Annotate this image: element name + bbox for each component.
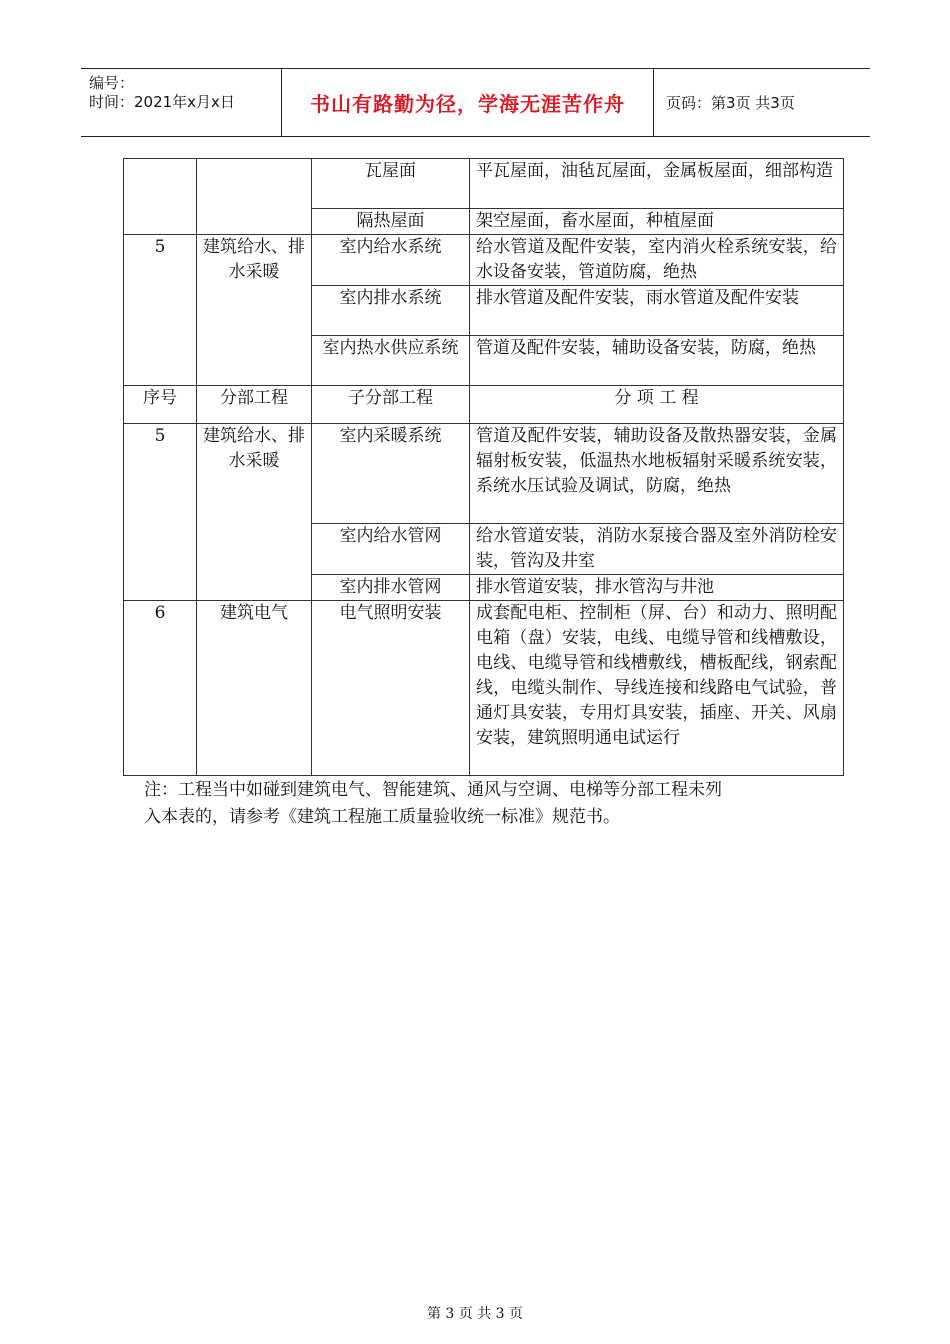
item-cell: 给水管道安装，消防水泵接合器及室外消防栓安装，管沟及井室 bbox=[470, 524, 844, 575]
item-cell: 排水管道安装，排水管沟与井池 bbox=[470, 575, 844, 601]
table-note bbox=[144, 777, 824, 831]
note-line: 注：工程当中如碰到建筑电气、智能建筑、通风与空调、电梯等分部工程未列 bbox=[144, 780, 722, 800]
item-cell: 成套配电柜、控制柜（屏、台）和动力、照明配电箱（盘）安装，电线、电缆导管和线槽敷设，电线、电缆导管和线槽敷线，槽板配线，钢索配线，电缆头制作、导线连接和线路电气试验，普通灯具安装，专用灯具安装，插座、开关、风扇安装，建筑照明通电试运行 bbox=[470, 601, 844, 776]
item-cell: 管道及配件安装，辅助设备安装，防腐，绝热 bbox=[470, 336, 844, 386]
subdivision-cell: 电气照明安装 bbox=[312, 601, 470, 776]
subdivision-cell: 瓦屋面 bbox=[312, 159, 470, 209]
page-header bbox=[81, 68, 870, 137]
item-cell: 给水管道及配件安装，室内消火栓系统安装，给水设备安装，管道防腐，绝热 bbox=[470, 235, 844, 286]
motto-text: 书山有路勤为径，学海无涯苦作舟 bbox=[310, 92, 625, 116]
division-cell: 建筑给水、排水采暖 bbox=[197, 235, 312, 386]
page-label: 页码：第3页 共3页 bbox=[666, 94, 795, 112]
division-cell bbox=[197, 159, 312, 235]
table-row bbox=[124, 159, 844, 209]
header-item: 分 项 工 程 bbox=[470, 386, 844, 424]
num-cell: 5 bbox=[124, 424, 197, 601]
item-cell: 排水管道及配件安装，雨水管道及配件安装 bbox=[470, 286, 844, 336]
header-page bbox=[654, 69, 870, 136]
division-cell: 建筑电气 bbox=[197, 601, 312, 776]
item-cell: 管道及配件安装，辅助设备及散热器安装，金属辐射板安装，低温热水地板辐射采暖系统安装，系统水压试验及调试，防腐，绝热 bbox=[470, 424, 844, 524]
division-table bbox=[123, 158, 844, 776]
header-meta bbox=[81, 69, 282, 136]
header-subdivision: 子分部工程 bbox=[312, 386, 470, 424]
division-cell: 建筑给水、排水采暖 bbox=[197, 424, 312, 601]
subdivision-cell: 隔热屋面 bbox=[312, 209, 470, 235]
code-label: 编号： bbox=[89, 74, 135, 92]
page-footer: 第 3 页 共 3 页 bbox=[426, 1306, 524, 1322]
item-cell: 平瓦屋面，油毡瓦屋面，金属板屋面，细部构造 bbox=[470, 159, 844, 209]
subdivision-cell: 室内排水系统 bbox=[312, 286, 470, 336]
num-cell bbox=[124, 159, 197, 235]
subdivision-cell: 室内给水管网 bbox=[312, 524, 470, 575]
table-row bbox=[124, 424, 844, 524]
subdivision-cell: 室内给水系统 bbox=[312, 235, 470, 286]
table-row bbox=[124, 601, 844, 776]
subdivision-cell: 室内采暖系统 bbox=[312, 424, 470, 524]
item-cell: 架空屋面，畜水屋面，种植屋面 bbox=[470, 209, 844, 235]
header-division: 分部工程 bbox=[197, 386, 312, 424]
num-cell: 6 bbox=[124, 601, 197, 776]
header-motto bbox=[282, 69, 654, 136]
note-line: 入本表的，请参考《建筑工程施工质量验收统一标准》规范书。 bbox=[144, 807, 620, 827]
table-header-row bbox=[124, 386, 844, 424]
date-label: 时间：2021年x月x日 bbox=[89, 93, 235, 111]
subdivision-cell: 室内排水管网 bbox=[312, 575, 470, 601]
subdivision-cell: 室内热水供应系统 bbox=[312, 336, 470, 386]
table-row bbox=[124, 235, 844, 286]
header-num: 序号 bbox=[124, 386, 197, 424]
num-cell: 5 bbox=[124, 235, 197, 386]
